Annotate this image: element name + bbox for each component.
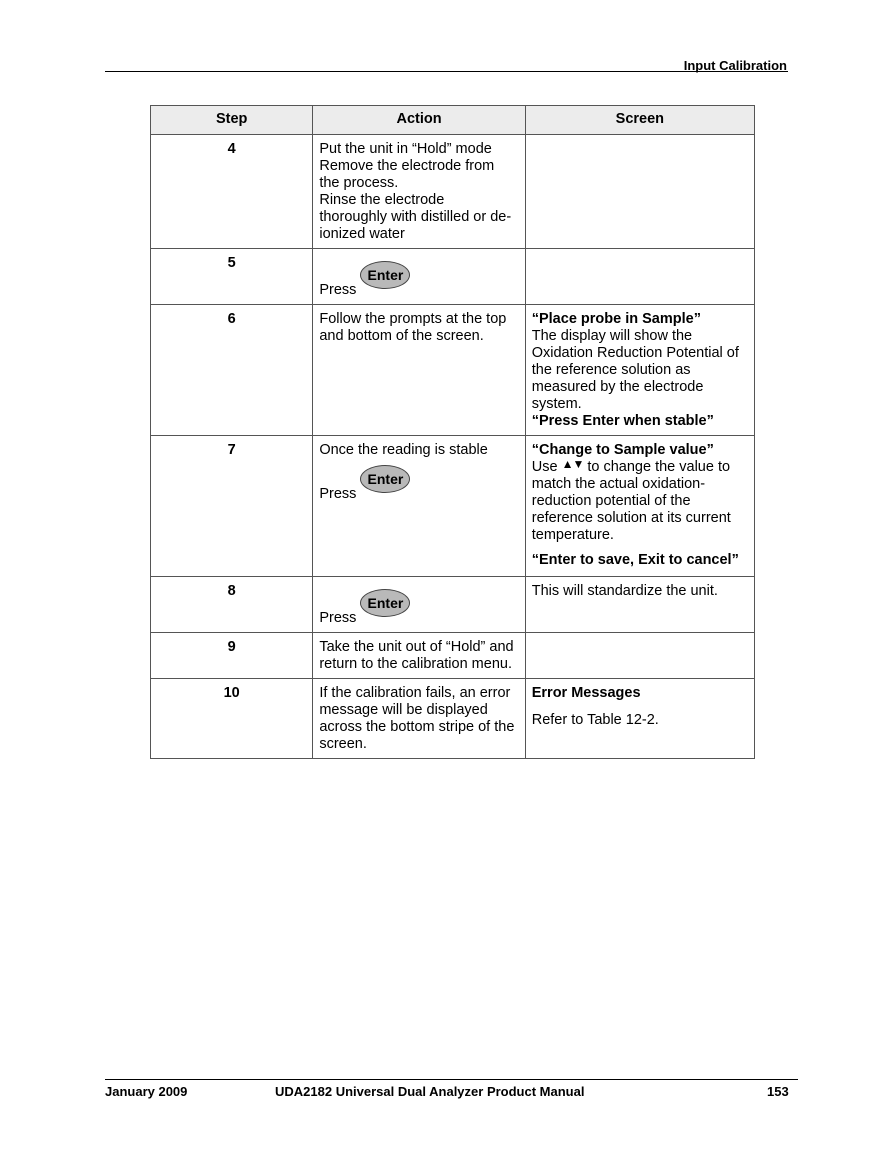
screen-cell: [525, 135, 754, 249]
screen-cell: [525, 305, 754, 436]
screen-text: This will standardize the unit.: [531, 583, 718, 599]
error-messages-heading: Error Messages: [531, 685, 641, 701]
screen-prompt-footer: “Enter to save, Exit to cancel”: [531, 552, 739, 568]
step-number: 6: [151, 305, 313, 436]
action-line: Take the unit out of “Hold” and: [319, 639, 514, 655]
screen-line: Oxidation Reduction Potential of: [531, 345, 739, 361]
screen-use-line: [532, 459, 748, 476]
column-header-screen: Screen: [525, 106, 754, 135]
calibration-steps-table: [150, 105, 755, 759]
footer-date: January 2009: [105, 1084, 188, 1099]
action-cell: [313, 577, 525, 633]
step-number: 10: [151, 679, 313, 759]
table-row: [151, 633, 755, 679]
action-line: message will be displayed: [319, 702, 488, 718]
screen-line: temperature.: [531, 527, 614, 543]
step-number: 7: [151, 436, 313, 577]
screen-prompt-heading: “Place probe in Sample”: [531, 311, 701, 327]
action-line: thoroughly with distilled or de-: [319, 209, 512, 225]
screen-line: The display will show the: [531, 328, 693, 344]
action-cell: [313, 249, 525, 305]
screen-use-rest: to change the value to: [587, 459, 731, 475]
action-line: across the bottom stripe of the: [319, 719, 515, 735]
action-line: and bottom of the screen.: [319, 328, 484, 344]
enter-key-icon: Enter: [360, 261, 410, 289]
step-number: 8: [151, 577, 313, 633]
action-cell: [313, 633, 525, 679]
page-number: 153: [767, 1084, 789, 1099]
section-title: Input Calibration: [683, 58, 787, 73]
screen-prompt-footer: “Press Enter when stable”: [531, 413, 714, 429]
action-line: the process.: [319, 175, 399, 191]
screen-cell: [525, 249, 754, 305]
screen-cell: [525, 436, 754, 577]
action-line: return to the calibration menu.: [319, 656, 512, 672]
enter-key-icon: Enter: [360, 589, 410, 617]
action-line: Rinse the electrode: [319, 192, 445, 208]
up-down-arrows-icon: ▲▼: [561, 457, 584, 471]
screen-use-label: Use: [531, 459, 558, 475]
table-header-row: [151, 106, 755, 135]
action-cell: [313, 305, 525, 436]
screen-line: match the actual oxidation-: [531, 476, 706, 492]
table-row: [151, 135, 755, 249]
action-cell: [313, 135, 525, 249]
enter-key-icon: Enter: [360, 465, 410, 493]
press-label: Press: [319, 610, 357, 626]
action-line: screen.: [319, 736, 367, 752]
action-line: If the calibration fails, an error: [319, 685, 511, 701]
table-row: [151, 679, 755, 759]
screen-prompt-heading: “Change to Sample value”: [531, 442, 714, 458]
footer-rule: [105, 1079, 798, 1080]
action-line: Put the unit in “Hold” mode: [319, 141, 492, 157]
screen-line: reduction potential of the: [531, 493, 691, 509]
press-label: Press: [319, 282, 357, 298]
header-rule: [105, 71, 788, 72]
table-row: [151, 305, 755, 436]
screen-line: system.: [531, 396, 582, 412]
table-row: [151, 249, 755, 305]
action-line: Once the reading is stable: [319, 442, 488, 458]
footer-manual-title: UDA2182 Universal Dual Analyzer Product Manual: [275, 1084, 585, 1099]
screen-text: Refer to Table 12-2.: [531, 712, 659, 728]
table-row: [151, 436, 755, 577]
action-line: Remove the electrode from: [319, 158, 495, 174]
screen-line: the reference solution as: [531, 362, 691, 378]
step-number: 9: [151, 633, 313, 679]
step-number: 5: [151, 249, 313, 305]
column-header-action: Action: [313, 106, 525, 135]
table-row: [151, 577, 755, 633]
step-number: 4: [151, 135, 313, 249]
screen-line: reference solution at its current: [531, 510, 731, 526]
action-line: Follow the prompts at the top: [319, 311, 507, 327]
screen-cell: [525, 679, 754, 759]
action-cell: [313, 436, 525, 577]
screen-cell: [525, 633, 754, 679]
action-line: ionized water: [319, 226, 405, 242]
action-cell: [313, 679, 525, 759]
press-label: Press: [319, 486, 357, 502]
screen-line: measured by the electrode: [531, 379, 704, 395]
screen-cell: [525, 577, 754, 633]
column-header-step: Step: [151, 106, 313, 135]
